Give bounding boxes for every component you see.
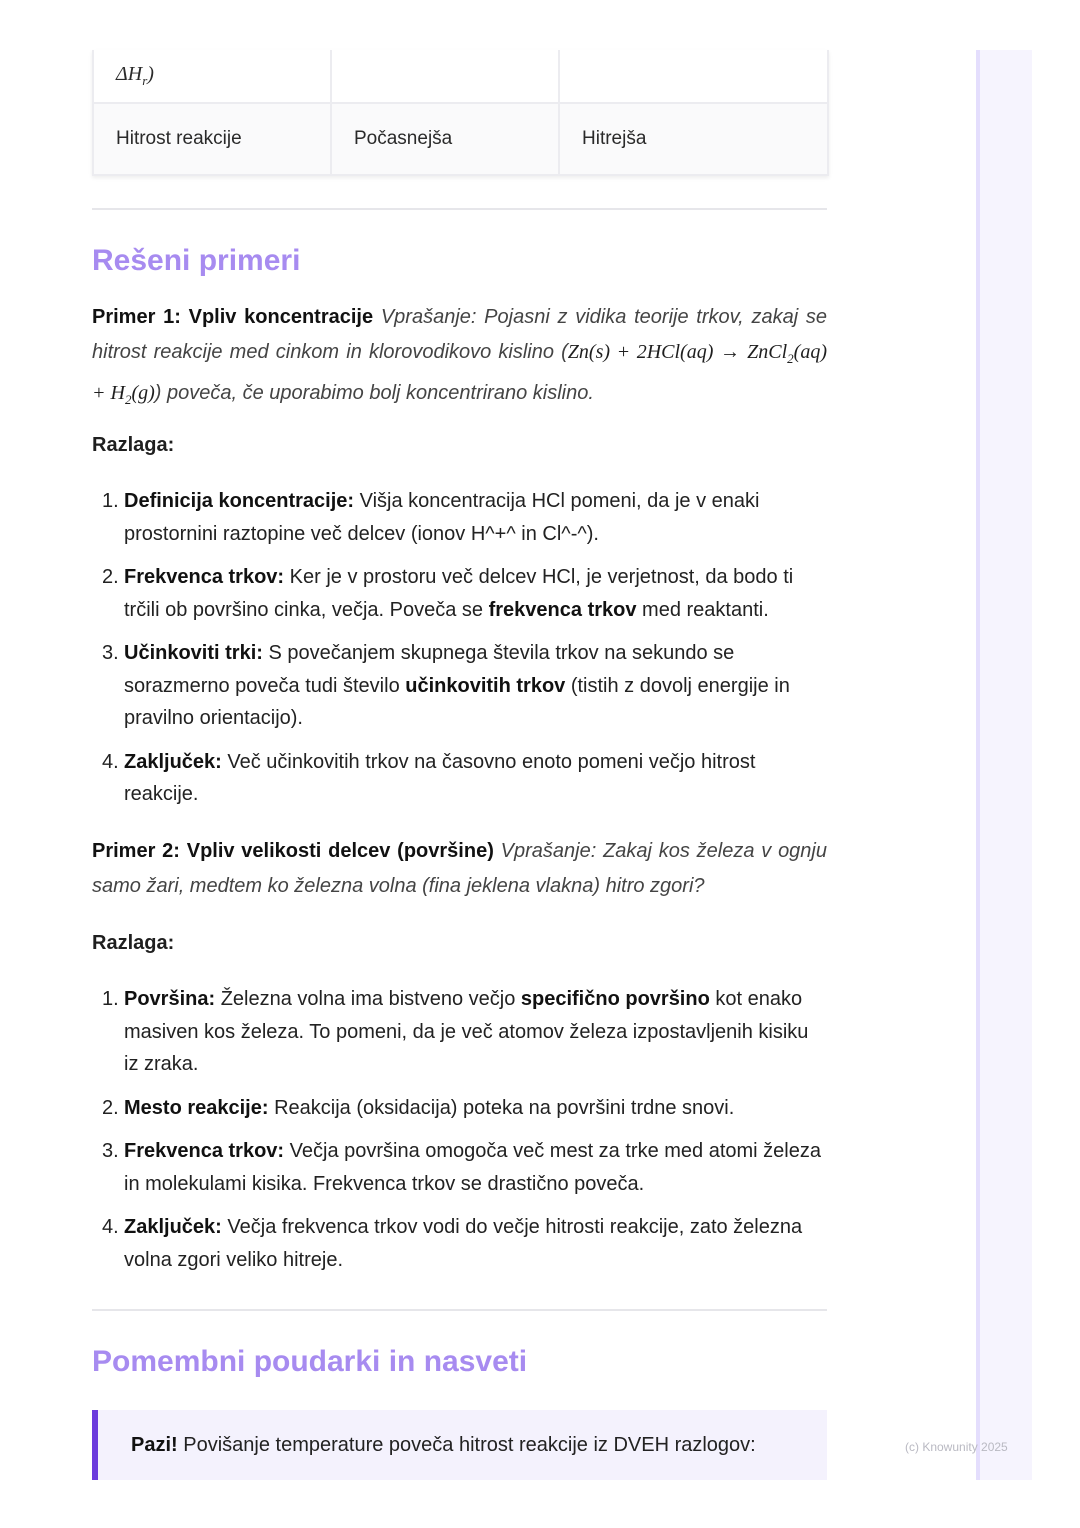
example-1-formula-b: ZnCl$_2$(aq) + $H_2(g)$ <box>92 341 827 407</box>
warning-callout <box>92 1410 827 1480</box>
table-cell: Hitrejša <box>559 103 828 175</box>
example-1-formula-a: Zn(s) + 2HCl(aq) → <box>567 341 740 363</box>
example-1-title: Primer 1: Vpliv koncentracije <box>92 306 374 328</box>
section-title-solved: Rešeni primeri <box>92 244 301 277</box>
explanation-heading: Razlaga: <box>92 932 175 954</box>
example-1-steps <box>92 485 827 822</box>
example-1-paragraph <box>92 300 827 417</box>
explanation-heading: Razlaga: <box>92 434 175 456</box>
section-divider <box>92 208 827 210</box>
list-item: 1. Površina: Železna volna ima bistveno večjo specifično površino kot enako masiven kos železa. To pomeni, da je več atomov železa izpostavljenih kisiku iz zraka. <box>102 988 809 1075</box>
callout-text: Povišanje temperature poveča hitrost reakcije iz DVEH razlogov: <box>177 1434 756 1456</box>
example-1-question-a: Vprašanje: Pojasni z vidika teorije trkov, zakaj se hitrost reakcije med cinkom in klorovodikovo kislino ( <box>92 306 827 363</box>
list-item: 1. Definicija koncentracije: Višja koncentracija HCl pomeni, da je v enaki prostornini raztopine več delcev (ionov H^+^ in Cl^-^). <box>102 490 760 545</box>
list-item: 3. Frekvenca trkov: Večja površina omogoča več mest za trke med atomi železa in molekulami kisika. Frekvenca trkov se drastično poveča. <box>102 1140 821 1195</box>
copyright-text: (c) Knowunity 2025 <box>905 1440 1008 1454</box>
enthalpy-symbol: $\Delta H_r$) <box>116 63 154 88</box>
callout-label: Pazi! <box>131 1434 178 1456</box>
table-cell: Počasnejša <box>331 103 559 175</box>
list-item: 2. Frekvenca trkov: Ker je v prostoru več delcev HCl, je verjetnost, da bodo ti trčili ob površino cinka, večja. Poveča se frekvenca trkov med reaktanti. <box>102 566 794 621</box>
list-item: 4. Zaključek: Večja frekvenca trkov vodi do večje hitrosti reakcije, zato železna volna zgori veliko hitreje. <box>102 1216 803 1271</box>
table-row <box>93 103 828 175</box>
table-row <box>93 50 828 103</box>
list-item: 4. Zaključek: Več učinkovitih trkov na časovno enoto pomeni večjo hitrost reakcije. <box>102 750 756 805</box>
list-item: 2. Mesto reakcije: Reakcija (oksidacija) poteka na površini trdne snovi. <box>102 1096 735 1119</box>
example-2-title: Primer 2: Vpliv velikosti delcev (površine) <box>92 840 494 862</box>
table-cell <box>331 50 559 103</box>
page-sidebar <box>976 50 1032 1480</box>
comparison-table <box>92 50 829 176</box>
table-cell: Hitrost reakcije <box>93 103 331 175</box>
section-title-tips: Pomembni poudarki in nasveti <box>92 1345 528 1378</box>
example-2-steps <box>92 983 827 1287</box>
table-cell <box>559 50 828 103</box>
table-cell <box>93 50 331 103</box>
example-2-paragraph <box>92 834 827 904</box>
example-2-question: Vprašanje: Zakaj kos železa v ognju samo žari, medtem ko železna volna (fina jeklena vlakna) hitro zgori? <box>92 840 827 897</box>
list-item: 3. Učinkoviti trki: S povečanjem skupnega števila trkov na sekundo se sorazmerno poveča tudi število učinkovitih trkov (tistih z dovolj energije in pravilno orientacijo). <box>102 642 790 729</box>
section-divider <box>92 1309 827 1311</box>
example-1-question-b: ) poveča, če uporabimo bolj koncentrirano kislino. <box>154 382 594 404</box>
